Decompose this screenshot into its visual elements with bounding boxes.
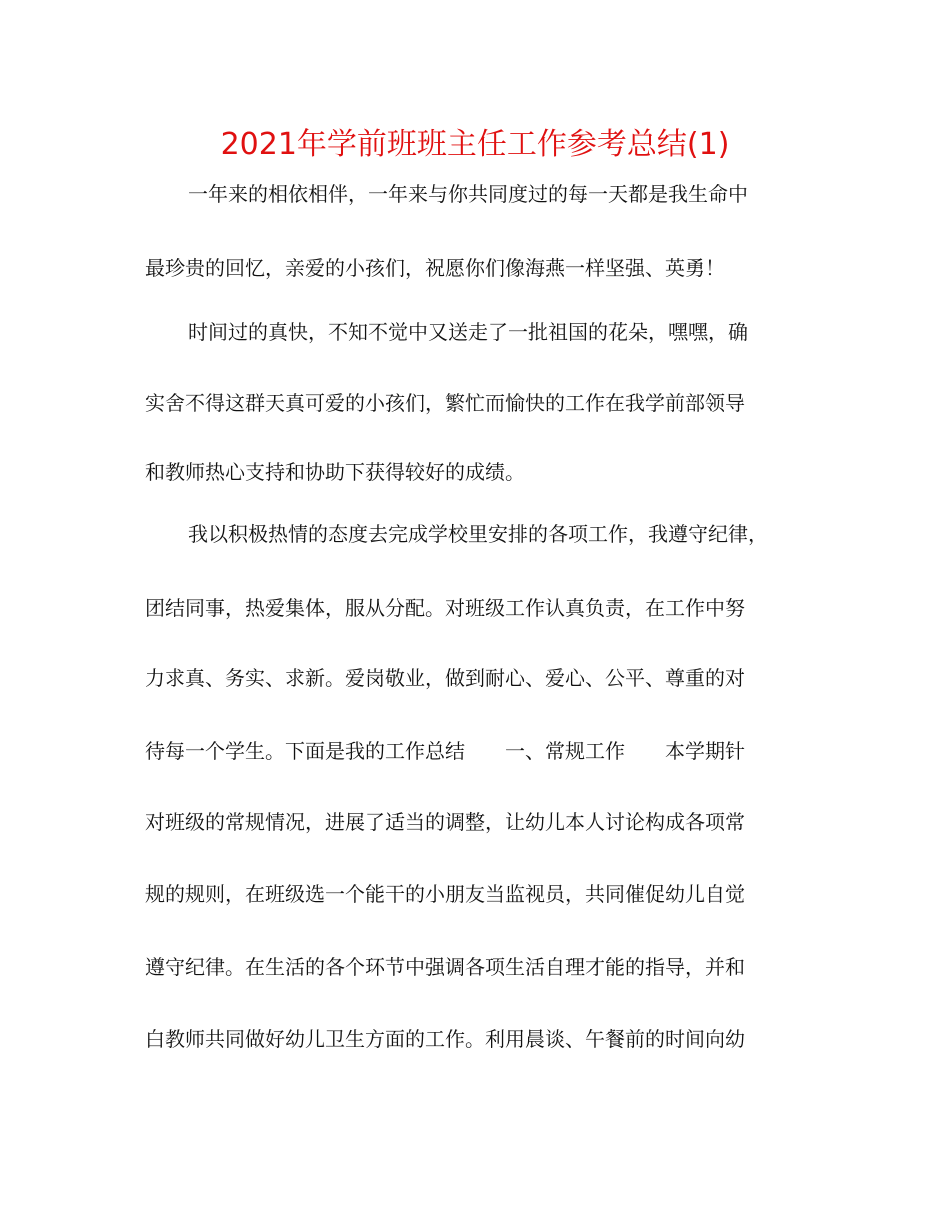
- paragraph-line: 待每一个学生。下面是我的工作总结 一、常规工作 本学期针: [145, 739, 745, 763]
- paragraph-line: 我以积极热情的态度去完成学校里安排的各项工作，我遵守纪律，: [188, 522, 768, 546]
- paragraph-line: 和教师热心支持和协助下获得较好的成绩。: [145, 460, 525, 484]
- paragraph-line: 一年来的相依相伴，一年来与你共同度过的每一天都是我生命中: [188, 182, 748, 206]
- document-title: 2021年学前班班主任工作参考总结(1): [220, 127, 730, 162]
- paragraph-line: 最珍贵的回忆，亲爱的小孩们，祝愿你们像海燕一样坚强、英勇！: [145, 256, 725, 280]
- paragraph-line: 实舍不得这群天真可爱的小孩们，繁忙而愉快的工作在我学前部领导: [145, 391, 745, 415]
- paragraph-line: 团结同事，热爱集体，服从分配。对班级工作认真负责，在工作中努: [145, 596, 745, 620]
- paragraph-line: 遵守纪律。在生活的各个环节中强调各项生活自理才能的指导，并和: [145, 955, 745, 979]
- paragraph-line: 规的规则，在班级选一个能干的小朋友当监视员，共同催促幼儿自觉: [145, 882, 745, 906]
- paragraph-line: 对班级的常规情况，进展了适当的调整，让幼儿本人讨论构成各项常: [145, 810, 745, 834]
- paragraph-line: 力求真、务实、求新。爱岗敬业，做到耐心、爱心、公平、尊重的对: [145, 666, 745, 690]
- paragraph-line: 白教师共同做好幼儿卫生方面的工作。利用晨谈、午餐前的时间向幼: [145, 1027, 745, 1051]
- paragraph-line: 时间过的真快，不知不觉中又送走了一批祖国的花朵，嘿嘿，确: [188, 320, 748, 344]
